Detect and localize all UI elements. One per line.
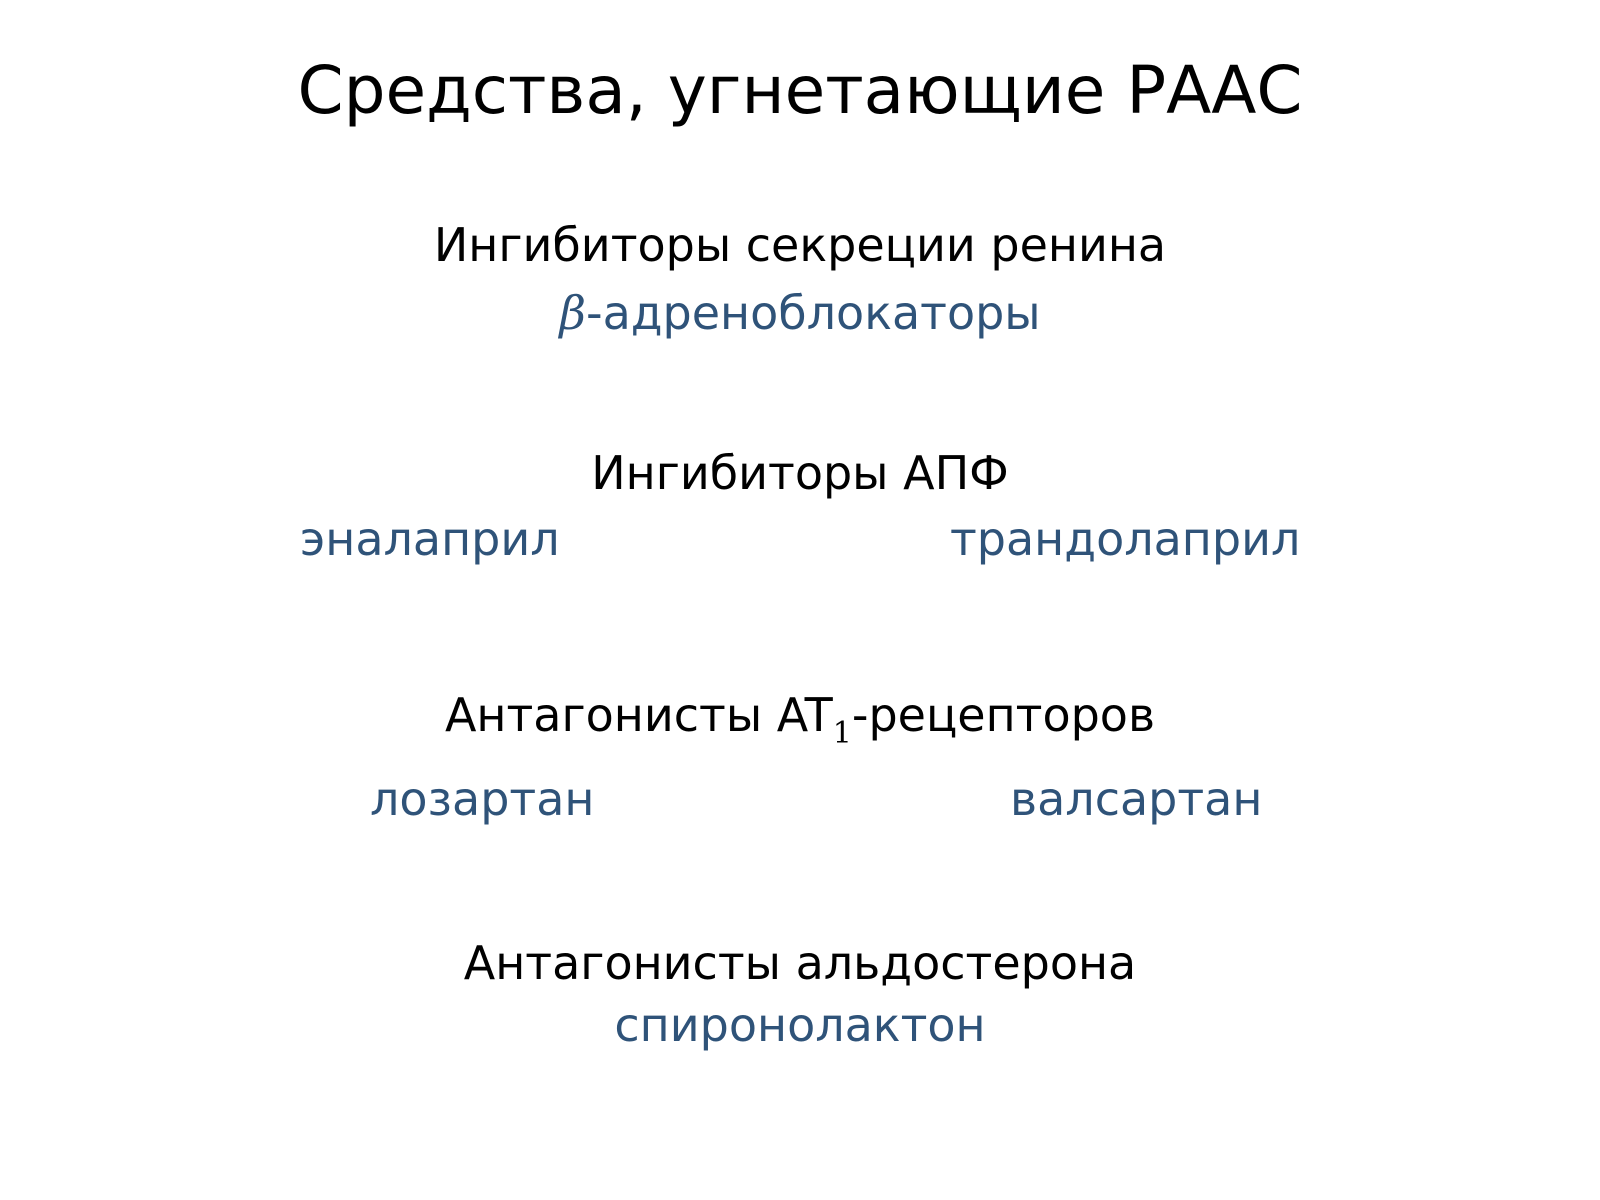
drug-valsartan: валсартан [1010, 772, 1263, 826]
drug-losartan: лозартан [370, 772, 595, 826]
group-renin-drug [0, 286, 1600, 340]
drug-beta-blockers: -адреноблокаторы [585, 286, 1041, 340]
at1-heading-main: Антагонисты AT [444, 688, 833, 742]
slide-title: Средства, угнетающие РААС [297, 52, 1303, 129]
drug-enalapril: эналаприл [300, 512, 560, 566]
drug-trandolapril: трандолаприл [950, 512, 1301, 566]
group-renin-heading: Ингибиторы секреции ренина [433, 218, 1167, 272]
beta-symbol: β [559, 286, 586, 340]
group-ace-heading: Ингибиторы АПФ [591, 446, 1009, 500]
group-at1-heading [0, 688, 1600, 751]
at1-subscript: 1 [832, 716, 852, 751]
group-aldosterone-heading: Антагонисты альдостерона [463, 936, 1137, 990]
drug-spironolactone: спиронолактон [614, 998, 986, 1052]
at1-heading-rest: -рецепторов [851, 688, 1156, 742]
